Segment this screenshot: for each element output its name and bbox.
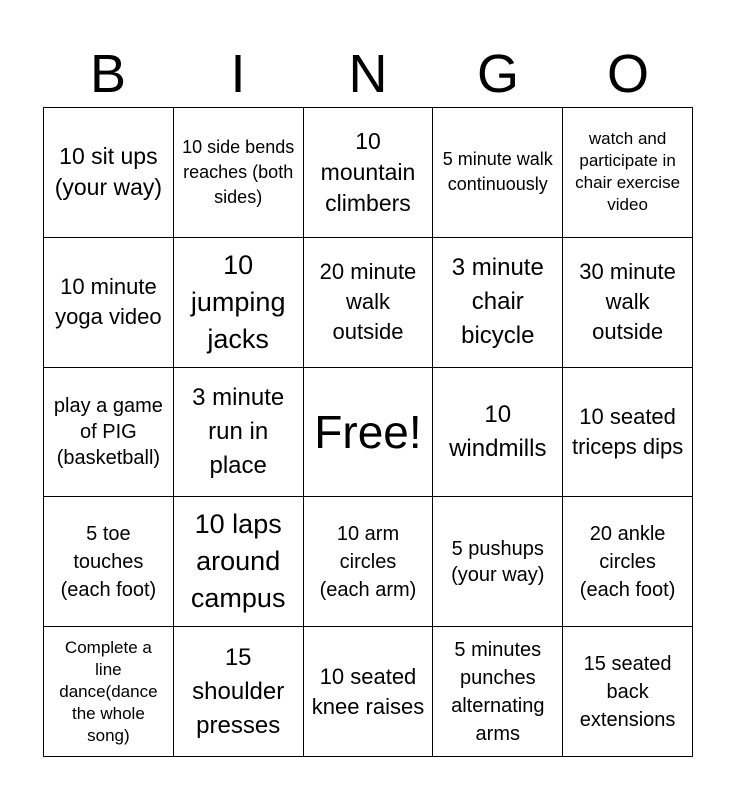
cell-text: play a game of PIG (basketball) (53, 394, 163, 469)
bingo-cell[interactable] (174, 108, 304, 238)
bingo-card (43, 107, 693, 757)
cell-text: 5 minute walk continuously (442, 149, 553, 195)
cell-text: 10 mountain climbers (320, 127, 416, 216)
free-space[interactable] (304, 368, 434, 498)
cell-text: 20 ankle circles (each foot) (579, 522, 676, 601)
cell-text: 10 seated triceps dips (571, 403, 684, 459)
header-letter-b: B (89, 44, 127, 104)
cell-text: 3 minute run in place (192, 383, 285, 479)
bingo-cell[interactable] (563, 627, 693, 757)
cell-text: 15 shoulder presses (192, 643, 285, 739)
bingo-cell[interactable] (174, 497, 304, 627)
header-letter-n: N (348, 44, 388, 104)
bingo-cell[interactable] (44, 368, 174, 498)
cell-text: 15 seated back extensions (579, 652, 676, 731)
bingo-cell[interactable] (433, 238, 563, 368)
bingo-cell[interactable] (174, 627, 304, 757)
bingo-cell[interactable] (304, 627, 434, 757)
cell-text: 5 minutes punches alternating arms (451, 638, 545, 745)
cell-text: watch and participate in chair exercise video (575, 129, 681, 215)
cell-text: 10 laps around campus (190, 509, 286, 614)
bingo-cell[interactable] (304, 108, 434, 238)
bingo-cell[interactable] (563, 238, 693, 368)
bingo-cell[interactable] (44, 238, 174, 368)
cell-text: 10 minute yoga video (55, 274, 162, 330)
cell-text: 10 sit ups (your way) (54, 143, 163, 201)
cell-text: Complete a line dance(dance the whole song) (59, 637, 158, 745)
free-space-text: Free! (314, 405, 422, 458)
bingo-header (43, 40, 693, 108)
bingo-cell[interactable] (174, 368, 304, 498)
header-letter-g: G (476, 44, 519, 104)
bingo-cell[interactable] (563, 497, 693, 627)
bingo-cell[interactable] (433, 368, 563, 498)
header-letter-i: I (230, 44, 246, 104)
bingo-cell[interactable] (563, 368, 693, 498)
cell-text: 5 toe touches (each foot) (60, 522, 157, 601)
cell-text: 10 side bends reaches (both sides) (182, 136, 295, 207)
bingo-cell[interactable] (44, 108, 174, 238)
bingo-cell[interactable] (304, 497, 434, 627)
bingo-cell[interactable] (433, 627, 563, 757)
cell-text: 10 arm circles (each arm) (319, 522, 417, 601)
bingo-cell[interactable] (304, 238, 434, 368)
cell-text: 10 seated knee raises (311, 663, 425, 719)
bingo-cell[interactable] (44, 627, 174, 757)
bingo-cell[interactable] (433, 108, 563, 238)
bingo-cell[interactable] (563, 108, 693, 238)
cell-text: 30 minute walk outside (579, 259, 676, 345)
cell-text: 10 jumping jacks (190, 249, 286, 354)
cell-text: 5 pushups (your way) (451, 537, 545, 586)
header-letter-o: O (606, 44, 649, 104)
bingo-cell[interactable] (433, 497, 563, 627)
bingo-cell[interactable] (174, 238, 304, 368)
cell-text: 3 minute chair bicycle (451, 254, 544, 350)
cell-text: 10 windmills (449, 400, 547, 462)
bingo-cell[interactable] (44, 497, 174, 627)
cell-text: 20 minute walk outside (319, 259, 417, 345)
